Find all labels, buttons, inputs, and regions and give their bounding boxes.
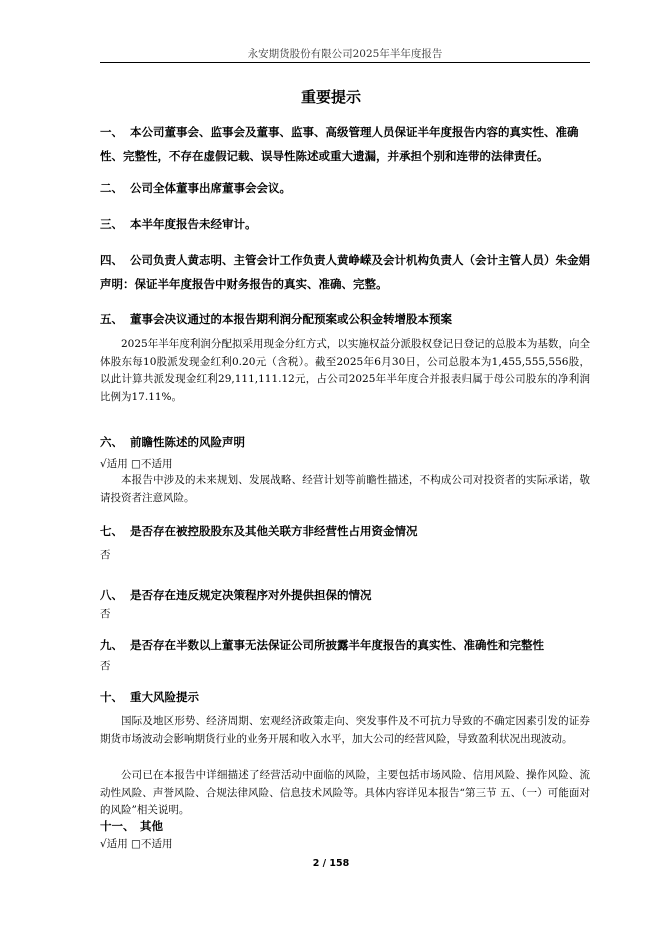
section-number: 五、	[100, 312, 123, 326]
section-9-heading	[100, 633, 590, 657]
section-10-body-2: 公司已在本报告中详细描述了经营活动中面临的风险，主要包括市场风险、信用风险、操作风险、流动性风险、声誉风险、合规法律风险、信息技术风险等。具体内容详见本报告“第三节 五、（一）可能面对的风险”相关说明。	[100, 769, 590, 816]
applicability-checkbox: √适用 □不适用	[100, 838, 173, 850]
section-heading: 其他	[140, 819, 163, 833]
section-4	[100, 248, 590, 296]
section-number: 一、	[100, 125, 123, 139]
section-heading: 本半年度报告未经审计。	[130, 217, 257, 231]
section-8-heading	[100, 583, 590, 607]
section-5-heading	[100, 307, 590, 331]
section-7-heading	[100, 519, 590, 543]
section-number: 七、	[100, 524, 123, 538]
section-heading: 本公司董事会、监事会及董事、监事、高级管理人员保证半年度报告内容的真实性、准确性、完整性，不存在虚假记载、误导性陈述或重大遗漏，并承担个别和连带的法律责任。	[100, 125, 579, 163]
section-heading: 重大风险提示	[130, 690, 199, 704]
section-number: 六、	[100, 435, 123, 449]
section-number: 四、	[100, 253, 123, 267]
section-11-heading	[100, 814, 590, 838]
page-number: 2 / 158	[312, 858, 350, 869]
page-title: 重要提示	[300, 88, 361, 106]
section-number: 八、	[100, 588, 123, 602]
header-divider	[100, 62, 590, 63]
section-5-body: 2025年半年度利润分配拟采用现金分红方式，以实施权益分派股权登记日登记的总股本为基数，向全体股东每10股派发现金红利0.20元（含税）。截至2025年6月30日，公司总股本为1,455,555,556股，以此计算共派发现金红利29,111,111.12元，占公司2025年半年度合并报表归属于母公司股东的净利润比例为17.11%。	[100, 338, 590, 403]
section-9-answer: 否	[100, 660, 111, 672]
section-heading: 是否存在半数以上董事无法保证公司所披露半年度报告的真实性、准确性和完整性	[130, 638, 544, 652]
section-10-heading	[100, 685, 590, 709]
section-number: 二、	[100, 181, 123, 195]
section-10-body-1: 国际及地区形势、经济周期、宏观经济政策走向、突发事件及不可抗力导致的不确定因素引发的证券期货市场波动会影响期货行业的业务开展和收入水平，加大公司的经营风险，导致盈利状况出现波动。	[100, 715, 590, 745]
section-6-body: 本报告中涉及的未来规划、发展战略、经营计划等前瞻性描述，不构成公司对投资者的实际承诺，敬请投资者注意风险。	[100, 474, 590, 504]
section-heading: 公司负责人黄志明、主管会计工作负责人黄峥嵘及会计机构负责人（会计主管人员）朱金娟声明：保证半年度报告中财务报告的真实、准确、完整。	[100, 253, 590, 291]
section-heading: 董事会决议通过的本报告期利润分配预案或公积金转增股本预案	[130, 312, 452, 326]
report-header: 永安期货股份有限公司2025年半年度报告	[247, 48, 443, 60]
section-heading: 前瞻性陈述的风险声明	[130, 435, 245, 449]
section-8-answer: 否	[100, 608, 111, 620]
section-1	[100, 120, 590, 168]
section-heading: 公司全体董事出席董事会会议。	[130, 181, 291, 195]
section-number: 十一、	[100, 819, 135, 833]
applicability-checkbox: √适用 □不适用	[100, 458, 173, 470]
section-3	[100, 212, 590, 236]
section-6-heading	[100, 430, 590, 454]
section-7-answer: 否	[100, 549, 111, 561]
section-number: 九、	[100, 638, 123, 652]
section-heading: 是否存在被控股股东及其他关联方非经营性占用资金情况	[130, 524, 418, 538]
section-number: 三、	[100, 217, 123, 231]
section-number: 十、	[100, 690, 123, 704]
section-2	[100, 176, 590, 200]
section-heading: 是否存在违反规定决策程序对外提供担保的情况	[130, 588, 372, 602]
